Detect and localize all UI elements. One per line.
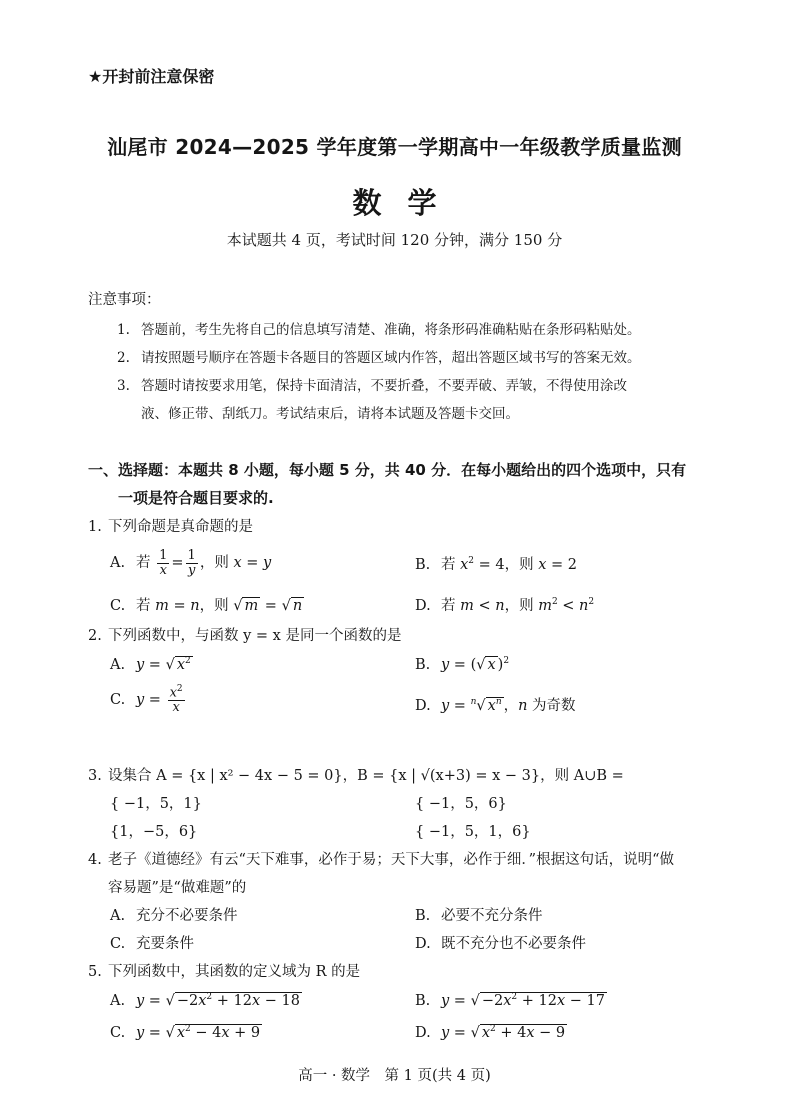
note-text: 答题时请按要求用笔，保持卡面清洁，不要折叠，不要弄破、弄皱，不得使用涂改 bbox=[141, 378, 627, 394]
option-a[interactable]: { −1，5，1} bbox=[110, 796, 202, 812]
option-c[interactable] bbox=[110, 932, 194, 953]
question-stem bbox=[88, 624, 401, 645]
option-letter: D. bbox=[415, 598, 431, 614]
question-text: 下列命题是真命题的是 bbox=[108, 519, 253, 535]
option-b[interactable] bbox=[415, 904, 543, 925]
option-d[interactable]: D. y = $^n$√ $x^n$ ，n 为奇数 bbox=[415, 694, 576, 715]
question-number: 5. bbox=[88, 964, 102, 980]
option-text: 既不充分也不必要条件 bbox=[441, 936, 586, 952]
question-text: 下列函数中，与函数 y = x 是同一个函数的是 bbox=[108, 628, 402, 644]
option-letter: B. bbox=[415, 908, 431, 924]
fraction: $\frac{1}{x}$ bbox=[159, 548, 168, 578]
option-b[interactable]: B. 若 $x^2 = 4$，则 x = 2 bbox=[415, 556, 578, 573]
question-text: 老子《道德经》有云“天下难事，必作于易；天下大事，必作于细．”根据这句话，说明“做 bbox=[108, 852, 674, 868]
option-letter: B. bbox=[415, 992, 431, 1009]
option-d[interactable]: D. 若 m < n，则 $m^2 < n^2$ bbox=[415, 597, 595, 614]
option-d[interactable]: { −1，5，1，6} bbox=[415, 824, 531, 840]
option-a[interactable]: A. y = √ $x^2$ bbox=[110, 656, 193, 673]
note-continuation: 液、修正带、刮纸刀。考试结束后，请将本试题及答题卡交回。 bbox=[141, 406, 519, 422]
option-letter: A. bbox=[110, 555, 126, 572]
option-c[interactable]: {1，−5，6} bbox=[110, 824, 198, 840]
option-text: 必要不充分条件 bbox=[441, 908, 543, 924]
note-number: 3. bbox=[117, 378, 130, 394]
option-a[interactable] bbox=[110, 904, 238, 925]
exam-title: 汕尾市 2024—2025 学年度第一学期高中一年级教学质量监测 bbox=[107, 135, 682, 159]
option-letter: C. bbox=[110, 1024, 126, 1041]
option-b[interactable]: { −1，5，6} bbox=[415, 796, 507, 812]
question-text: 设集合 A = {x | x² − 4x − 5 = 0}，B = {x | √(x+3) = x − 3}，则 A∪B = bbox=[108, 768, 624, 784]
option-letter: B. bbox=[415, 656, 431, 673]
section-heading: 一、选择题：本题共 8 小题，每小题 5 分，共 40 分．在每小题给出的四个选项中，只有 bbox=[88, 461, 687, 479]
option-text: 充分不必要条件 bbox=[136, 908, 238, 924]
confidential-mark: ★开封前注意保密 bbox=[88, 67, 215, 86]
option-c[interactable]: C. 若 m = n，则 √ m = √ n bbox=[110, 594, 304, 615]
option-letter: A. bbox=[110, 992, 126, 1009]
fraction: $\frac{x^2}{x}$ bbox=[169, 684, 183, 715]
option-letter: D. bbox=[415, 698, 431, 714]
note-number: 2. bbox=[117, 350, 130, 366]
option-letter: B. bbox=[415, 557, 431, 573]
question-stem-cont: 容易题”是“做难题”的 bbox=[108, 880, 247, 896]
option-text: 充要条件 bbox=[136, 936, 194, 952]
option-letter: A. bbox=[110, 656, 126, 673]
option-c[interactable]: C. y = √ $x^2 - 4x + 9$ bbox=[110, 1024, 262, 1041]
option-b[interactable]: B. y = (√ x )$^2$ bbox=[415, 656, 509, 673]
option-c[interactable]: C. y = $\frac{x^2}{x}$ bbox=[110, 684, 183, 715]
note-item bbox=[117, 374, 627, 394]
question-stem bbox=[88, 848, 674, 869]
option-a[interactable]: A. y = √ $-2x^2 + 12x - 18$ bbox=[110, 992, 302, 1009]
option-letter: D. bbox=[415, 936, 431, 952]
section-heading-cont: 一项是符合题目要求的. bbox=[118, 489, 274, 507]
note-text: 请按照题号顺序在答题卡各题目的答题区域内作答，超出答题区域书写的答案无效。 bbox=[141, 350, 641, 366]
question-stem bbox=[88, 515, 253, 536]
page-footer: 高一 · 数学 第 1 页(共 4 页) bbox=[298, 1068, 491, 1084]
notes-title: 注意事项： bbox=[88, 292, 161, 308]
question-number: 3. bbox=[88, 768, 102, 784]
option-d[interactable] bbox=[415, 932, 586, 953]
option-letter: C. bbox=[110, 598, 126, 614]
question-stem bbox=[88, 960, 360, 981]
subject-title: 数学 bbox=[352, 186, 463, 220]
option-a[interactable]: A. 若 $\frac{1}{x}$ = $\frac{1}{y}$ ，则 x = y bbox=[110, 548, 272, 578]
option-letter: C. bbox=[110, 936, 126, 952]
option-letter: A. bbox=[110, 908, 126, 924]
question-number: 4. bbox=[88, 852, 102, 868]
question-stem bbox=[88, 764, 624, 785]
exam-info: 本试题共 4 页，考试时间 120 分钟，满分 150 分 bbox=[226, 231, 563, 249]
note-item bbox=[117, 318, 641, 338]
question-number: 2. bbox=[88, 628, 102, 644]
question-text: 下列函数中，其函数的定义域为 R 的是 bbox=[108, 964, 361, 980]
option-b[interactable]: B. y = √ $-2x^2 + 12x - 17$ bbox=[415, 992, 607, 1009]
option-d[interactable]: D. y = √ $x^2 + 4x - 9$ bbox=[415, 1024, 567, 1041]
option-letter: C. bbox=[110, 691, 126, 708]
question-number: 1. bbox=[88, 519, 102, 535]
note-number: 1. bbox=[117, 322, 130, 338]
option-letter: D. bbox=[415, 1024, 431, 1041]
note-item bbox=[117, 346, 641, 366]
fraction: $\frac{1}{y}$ bbox=[187, 548, 196, 578]
note-text: 答题前，考生先将自己的信息填写清楚、准确，将条形码准确粘贴在条形码粘贴处。 bbox=[141, 322, 641, 338]
